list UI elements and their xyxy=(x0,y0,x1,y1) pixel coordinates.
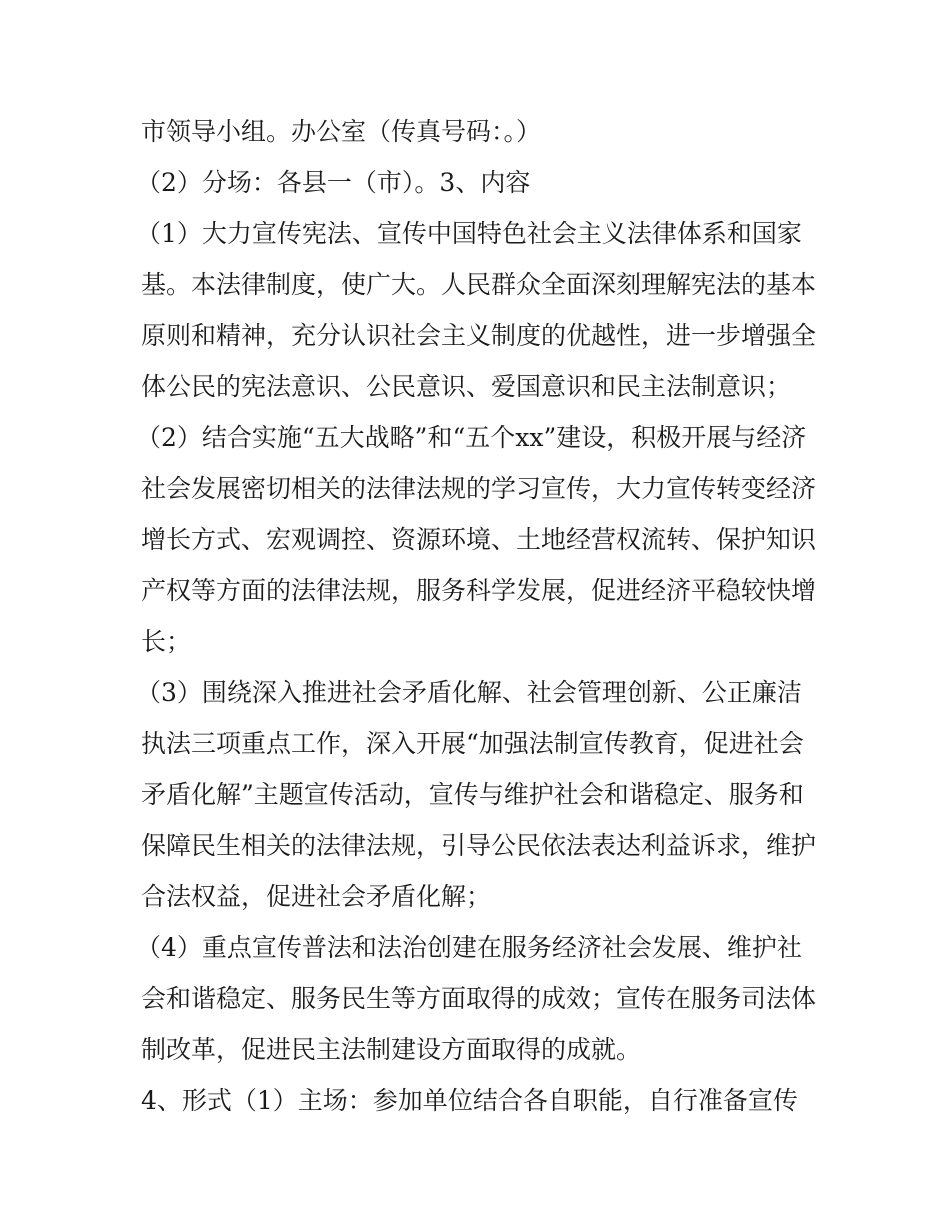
text-line: 4、形式（1）主场：参加单位结合各自职能，自行准备宣传 xyxy=(141,1086,798,1115)
text-line: （2）结合实施“五大战略”和“五个xx”建设，积极开展与经济 xyxy=(136,423,807,452)
text-line: 合法权益，促进社会矛盾化解； xyxy=(141,882,492,911)
text-line: 增长方式、宏观调控、资源环境、土地经营权流转、保护知识 xyxy=(141,525,817,554)
text-line: 会和谐稳定、服务民生等方面取得的成效；宣传在服务司法体 xyxy=(141,984,817,1013)
text-line: （4）重点宣传普法和法治创建在服务经济社会发展、维护社 xyxy=(136,933,802,962)
text-line: （3）围绕深入推进社会矛盾化解、社会管理创新、公正廉洁 xyxy=(136,678,802,707)
text-line: 基。本法律制度，使广大。人民群众全面深刻理解宪法的基本 xyxy=(141,270,817,299)
text-line: 市领导小组。办公室（传真号码：。） xyxy=(141,117,542,146)
text-line: 社会发展密切相关的法律法规的学习宣传，大力宣传转变经济 xyxy=(141,474,817,503)
text-line: 体公民的宪法意识、公民意识、爱国意识和民主法制意识； xyxy=(141,372,792,401)
text-line: 矛盾化解”主题宣传活动，宣传与维护社会和谐稳定、服务和 xyxy=(141,780,804,809)
text-line: 执法三项重点工作，深入开展“加强法制宣传教育，促进社会 xyxy=(141,729,804,758)
text-line: 原则和精神，充分认识社会主义制度的优越性，进一步增强全 xyxy=(141,321,817,350)
text-line: 长； xyxy=(141,627,192,656)
body-text xyxy=(136,106,821,1126)
text-line: 制改革，促进民主法制建设方面取得的成就。 xyxy=(141,1035,642,1064)
text-line: 保障民生相关的法律法规，引导公民依法表达利益诉求，维护 xyxy=(141,831,817,860)
text-line: （1）大力宣传宪法、宣传中国特色社会主义法律体系和国家 xyxy=(136,219,802,248)
text-line: （2）分场：各县一（市）。3、内容 xyxy=(136,168,531,197)
text-line: 产权等方面的法律法规，服务科学发展，促进经济平稳较快增 xyxy=(141,576,817,605)
